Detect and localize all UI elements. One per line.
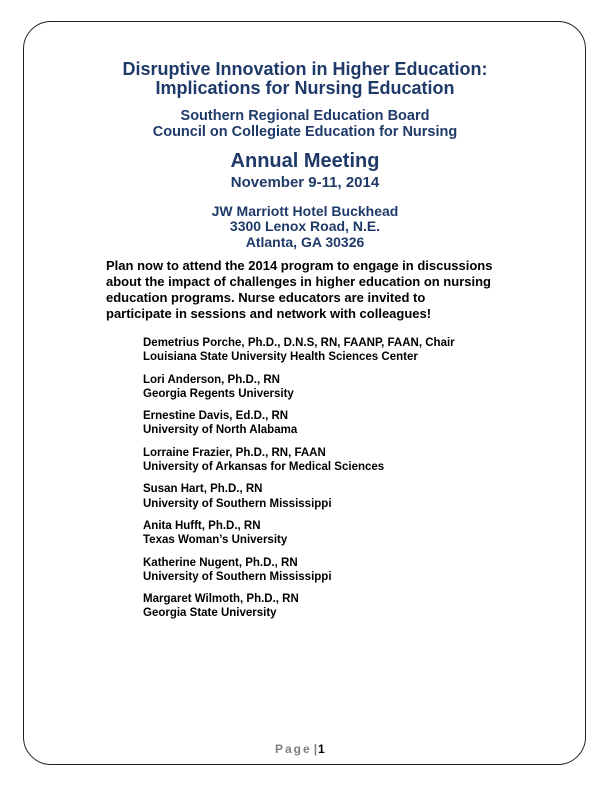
title-line-2: Implications for Nursing Education: [155, 78, 455, 98]
committee-member: [143, 592, 543, 621]
organization-line-1: Southern Regional Education Board: [180, 108, 430, 124]
member-name: Lorraine Frazier, Ph.D., RN, FAAN: [143, 446, 326, 459]
committee-member: [143, 556, 543, 585]
member-name: Margaret Wilmoth, Ph.D., RN: [143, 593, 299, 606]
organization-line-2: Council on Collegiate Education for Nursing: [152, 124, 458, 140]
page-number: 1: [318, 742, 325, 756]
member-name: Ernestine Davis, Ed.D., RN: [143, 410, 289, 423]
committee-member: [143, 336, 543, 365]
member-institution: University of Arkansas for Medical Sciences: [143, 461, 385, 474]
venue-city: Atlanta, GA 30326: [245, 234, 365, 250]
member-institution: Georgia State University: [143, 607, 277, 620]
committee-member: [143, 373, 543, 402]
committee-member: [143, 482, 543, 511]
committee-list: [143, 336, 543, 629]
title-line-1: Disruptive Innovation in Higher Education:: [122, 59, 488, 79]
member-institution: Georgia Regents University: [143, 387, 294, 400]
committee-member: [143, 446, 543, 475]
member-name: Demetrius Porche, Ph.D., D.N.S, RN, FAANP, FAAN, Chair: [143, 337, 455, 349]
intro-line: participate in sessions and network with colleagues!: [106, 306, 432, 321]
intro-line: Plan now to attend the 2014 program to engage in discussions: [106, 258, 493, 273]
committee-member: [143, 409, 543, 438]
venue-name: JW Marriott Hotel Buckhead: [211, 203, 399, 219]
page-footer: [275, 742, 325, 756]
intro-line: education programs. Nurse educators are invited to: [106, 290, 426, 305]
page-separator: |: [313, 742, 318, 756]
member-name: Susan Hart, Ph.D., RN: [143, 483, 263, 496]
meeting-dates: November 9-11, 2014: [230, 174, 380, 191]
member-institution: University of Southern Mississippi: [143, 497, 332, 510]
member-institution: Louisiana State University Health Sciences Center: [143, 351, 418, 364]
committee-member: [143, 519, 543, 548]
page-label: Page: [275, 742, 312, 756]
intro-paragraph: [106, 258, 526, 322]
member-name: Anita Hufft, Ph.D., RN: [143, 519, 261, 532]
member-name: Katherine Nugent, Ph.D., RN: [143, 556, 298, 569]
member-institution: University of Southern Mississippi: [143, 570, 332, 583]
member-institution: Texas Woman’s University: [143, 534, 288, 547]
meeting-title: Annual Meeting: [230, 150, 380, 172]
member-institution: University of North Alabama: [143, 424, 298, 437]
venue-street: 3300 Lenox Road, N.E.: [229, 218, 381, 234]
member-name: Lori Anderson, Ph.D., RN: [143, 373, 280, 386]
intro-line: about the impact of challenges in higher education on nursing: [106, 274, 491, 289]
